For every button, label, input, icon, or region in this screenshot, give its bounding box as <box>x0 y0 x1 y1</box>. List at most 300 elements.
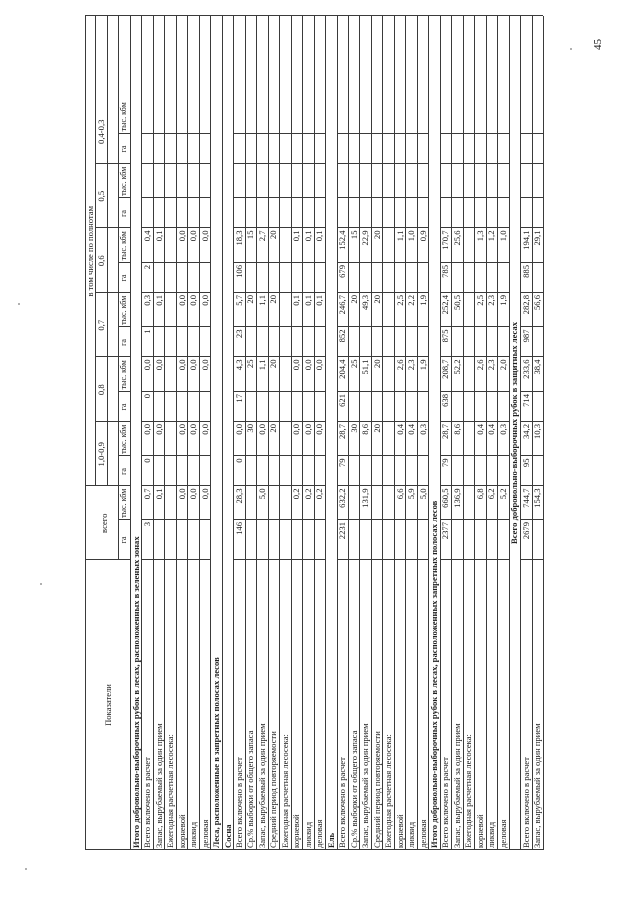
row-rule <box>164 16 165 850</box>
cell-value: 679 <box>337 265 348 278</box>
cell-divider <box>314 421 325 422</box>
cell-divider <box>382 456 393 457</box>
cell-divider <box>463 456 474 457</box>
cell-divider <box>279 519 290 520</box>
cell-value: 0,0 <box>188 359 199 371</box>
cell-value: 5,9 <box>406 488 417 500</box>
cell-divider <box>394 559 405 560</box>
cell-value: 0,0 <box>153 424 164 435</box>
cell-divider <box>233 133 244 134</box>
cell-divider <box>314 163 325 164</box>
cell-divider <box>302 357 313 358</box>
cell-divider <box>371 228 382 229</box>
cell-divider <box>187 133 198 134</box>
cell-divider <box>371 163 382 164</box>
cell-value: 0,4 <box>406 424 417 435</box>
cell-value: 0,4 <box>142 230 153 242</box>
cell-divider <box>382 327 393 328</box>
cell-divider <box>245 357 256 358</box>
cell-value: 10,3 <box>532 424 543 440</box>
cell-divider <box>199 292 210 293</box>
cell-divider <box>256 292 267 293</box>
cell-divider <box>302 292 313 293</box>
cell-divider <box>164 292 175 293</box>
cell-value: 0,0 <box>188 424 199 435</box>
cell-value: 0,3 <box>417 424 428 435</box>
cell-value: 2,6 <box>474 359 485 371</box>
section-heading: Ель <box>325 832 336 848</box>
row-label: Средний период повторяемости <box>371 731 382 848</box>
row-rule <box>463 16 464 850</box>
cell-value: 3 <box>142 522 153 527</box>
cell-divider <box>382 421 393 422</box>
cell-divider <box>245 163 256 164</box>
cell-value: 2,3 <box>486 359 497 371</box>
row-label: Запас, вырубаемый за один прием <box>360 723 371 848</box>
cell-divider <box>440 133 451 134</box>
cell-value: 0,0 <box>233 424 244 435</box>
cell-divider <box>302 421 313 422</box>
cell-divider <box>279 421 290 422</box>
row-label: Ежегодная расчетная лесосека: <box>463 734 474 848</box>
cell-divider <box>417 421 428 422</box>
cell-value: 2 <box>142 265 153 270</box>
row-label: корневой <box>474 814 485 848</box>
cell-value: 0,0 <box>314 424 325 435</box>
cell-divider <box>474 357 485 358</box>
forestry-table <box>85 16 543 850</box>
cell-divider <box>463 327 474 328</box>
cell-divider <box>497 228 508 229</box>
cell-divider <box>164 519 175 520</box>
cell-value: 25 <box>348 359 359 369</box>
cell-divider <box>382 391 393 392</box>
cell-divider <box>359 198 370 199</box>
cell-divider <box>199 486 210 487</box>
cell-value: 2,6 <box>394 359 405 371</box>
cell-divider <box>302 198 313 199</box>
cell-divider <box>348 228 359 229</box>
cell-value: 0,1 <box>153 488 164 500</box>
cell-value: 204,4 <box>337 359 348 379</box>
cell-divider <box>451 228 462 229</box>
cell-divider <box>371 133 382 134</box>
cell-divider <box>176 357 187 358</box>
cell-value: 4,3 <box>233 359 244 371</box>
section-heading: Сосна <box>222 824 233 848</box>
cell-divider <box>474 163 485 164</box>
cell-divider <box>474 421 485 422</box>
cell-divider <box>164 163 175 164</box>
cell-divider <box>371 559 382 560</box>
indicator-header: Показатели <box>103 684 113 726</box>
cell-divider <box>463 262 474 263</box>
cell-value: 6,6 <box>394 488 405 500</box>
cell-divider <box>176 133 187 134</box>
cell-divider <box>153 228 164 229</box>
cell-divider <box>463 163 474 164</box>
cell-divider <box>291 198 302 199</box>
cell-divider <box>291 357 302 358</box>
row-label: Ежегодная расчетная лесосека: <box>383 734 394 848</box>
total-header: всего <box>99 513 109 533</box>
cell-divider <box>382 198 393 199</box>
row-label: Запас, вырубаемый за один прием <box>153 723 164 848</box>
cell-divider <box>451 198 462 199</box>
cell-divider <box>463 292 474 293</box>
cell-value: 1,9 <box>417 295 428 306</box>
cell-value: 621 <box>337 394 348 407</box>
row-rule <box>222 16 223 850</box>
cell-value: 20 <box>348 295 359 304</box>
cell-value: 20 <box>268 230 279 240</box>
cell-divider <box>291 228 302 229</box>
cell-value: 0,2 <box>314 488 325 500</box>
cell-value: 0 <box>233 458 244 463</box>
cell-value: 0,0 <box>302 424 313 435</box>
cell-divider <box>164 421 175 422</box>
cell-divider <box>520 228 531 229</box>
cell-value: 233,6 <box>520 359 531 379</box>
cell-divider <box>187 559 198 560</box>
cell-divider <box>153 421 164 422</box>
cell-value: 20 <box>268 359 279 369</box>
cell-divider <box>268 519 279 520</box>
cell-value: 2,2 <box>406 295 417 306</box>
cell-value: 0,1 <box>291 295 302 306</box>
cell-value: 0,2 <box>291 488 302 500</box>
unit-vol: тыс. кбм <box>119 231 128 261</box>
cell-divider <box>187 486 198 487</box>
cell-divider <box>187 421 198 422</box>
row-label: Всего включено в расчет <box>440 757 451 848</box>
cell-divider <box>153 163 164 164</box>
cell-value: 2,0 <box>497 359 508 371</box>
cell-divider <box>417 486 428 487</box>
cell-divider <box>291 559 302 560</box>
cell-divider <box>176 292 187 293</box>
cell-divider <box>199 163 210 164</box>
cell-value: 95 <box>520 458 531 468</box>
cell-value: 5,0 <box>417 488 428 500</box>
cell-value: 49,3 <box>360 295 371 311</box>
cell-value: 170,7 <box>440 230 451 250</box>
cell-value: 0,0 <box>176 424 187 435</box>
cell-divider <box>337 198 348 199</box>
cell-divider <box>141 198 152 199</box>
cell-divider <box>176 486 187 487</box>
row-rule <box>279 16 280 850</box>
cell-divider <box>153 559 164 560</box>
row-label: корневой <box>176 814 187 848</box>
cell-value: 0,1 <box>153 230 164 242</box>
cell-divider <box>394 292 405 293</box>
cell-value: 0,0 <box>176 488 187 500</box>
cell-value: 1,0 <box>497 230 508 242</box>
cell-divider <box>314 357 325 358</box>
cell-divider <box>497 486 508 487</box>
cell-divider <box>394 486 405 487</box>
row-label: корневой <box>394 814 405 848</box>
cell-divider <box>451 357 462 358</box>
cell-divider <box>245 559 256 560</box>
unit-ha: га <box>119 210 128 217</box>
cell-divider <box>141 133 152 134</box>
cell-value: 146 <box>233 522 244 535</box>
cell-value: 0,4 <box>474 424 485 435</box>
cell-divider <box>463 486 474 487</box>
cell-divider <box>451 421 462 422</box>
cell-divider <box>279 198 290 199</box>
cell-divider <box>394 198 405 199</box>
cell-divider <box>256 133 267 134</box>
cell-divider <box>268 228 279 229</box>
cell-divider <box>486 559 497 560</box>
cell-divider <box>245 198 256 199</box>
cell-value: 0,0 <box>188 295 199 306</box>
cell-divider <box>474 198 485 199</box>
row-label: деловая <box>417 819 428 848</box>
row-label: Всего включено в расчет <box>337 757 348 848</box>
cell-value: 1,3 <box>474 230 485 242</box>
cell-divider <box>405 486 416 487</box>
cell-divider <box>268 163 279 164</box>
cell-divider <box>497 163 508 164</box>
cell-divider <box>164 357 175 358</box>
cell-value: 51,1 <box>360 359 371 375</box>
cell-value: 1,1 <box>256 295 267 306</box>
cell-value: 0,0 <box>142 424 153 435</box>
cell-value: 17 <box>233 394 244 403</box>
cell-value: 28,7 <box>337 424 348 440</box>
cell-value: 0 <box>142 458 153 463</box>
cell-value: 194,1 <box>520 230 531 250</box>
section-heading: Леса, расположенные в запретных полосах лесов <box>211 657 222 848</box>
cell-value: 1,9 <box>417 359 428 371</box>
cell-value: 136,9 <box>451 488 462 508</box>
row-label: корневой <box>291 814 302 848</box>
cell-divider <box>245 421 256 422</box>
cell-value: 52,2 <box>451 359 462 375</box>
table-border-bottom <box>543 16 544 850</box>
cell-divider <box>371 519 382 520</box>
cell-divider <box>463 421 474 422</box>
cell-value: 632,2 <box>337 488 348 508</box>
cell-value: 2377 <box>440 522 451 540</box>
cell-divider <box>348 421 359 422</box>
unit-vol: тыс. кбм <box>119 488 128 518</box>
cell-divider <box>279 391 290 392</box>
cell-divider <box>314 133 325 134</box>
cell-divider <box>382 133 393 134</box>
cell-divider <box>359 228 370 229</box>
cell-value: 131,9 <box>360 488 371 508</box>
cell-divider <box>348 357 359 358</box>
cell-value: 79 <box>440 458 451 468</box>
header-rule <box>107 16 108 487</box>
cell-value: 0,0 <box>314 359 325 371</box>
cell-divider <box>256 421 267 422</box>
density-group-1: 1,0-0,9 <box>96 442 106 467</box>
density-group-4: 0,6 <box>96 255 106 267</box>
cell-value: 852 <box>337 329 348 343</box>
cell-divider <box>268 357 279 358</box>
row-rule <box>382 16 383 850</box>
cell-divider <box>279 262 290 263</box>
cell-divider <box>417 559 428 560</box>
cell-divider <box>359 292 370 293</box>
cell-divider <box>382 486 393 487</box>
row-label: деловая <box>314 819 325 848</box>
cell-value: 1 <box>142 329 153 334</box>
cell-divider <box>291 421 302 422</box>
unit-ha: га <box>119 274 128 282</box>
unit-ha: га <box>119 403 128 411</box>
cell-divider <box>486 357 497 358</box>
cell-value: 30 <box>348 424 359 433</box>
cell-divider <box>405 163 416 164</box>
cell-value: 2,7 <box>256 230 267 242</box>
cell-value: 0,1 <box>314 230 325 242</box>
cell-divider <box>256 486 267 487</box>
cell-divider <box>486 421 497 422</box>
cell-divider <box>405 421 416 422</box>
cell-value: 660,5 <box>440 488 451 508</box>
row-label: Ежегодная расчетная лесосека: <box>165 734 176 848</box>
cell-value: 20 <box>371 424 382 433</box>
cell-value: 0,0 <box>199 359 210 371</box>
cell-divider <box>440 163 451 164</box>
cell-value: 0,1 <box>302 230 313 242</box>
cell-divider <box>382 262 393 263</box>
row-label: Всего включено в расчет <box>233 757 244 848</box>
cell-divider <box>245 292 256 293</box>
cell-divider <box>532 198 543 199</box>
cell-value: 20 <box>245 295 256 304</box>
cell-divider <box>291 486 302 487</box>
cell-value: 0,0 <box>188 488 199 500</box>
cell-divider <box>245 519 256 520</box>
cell-value: 885 <box>520 265 531 278</box>
cell-divider <box>199 198 210 199</box>
cell-divider <box>348 292 359 293</box>
cell-value: 0,0 <box>176 230 187 242</box>
section-heading: Итого добровольно-выборочных рубок в лесах, расположенных запретных полосах лесов <box>429 500 439 848</box>
density-header: в том числе по полнотам <box>85 205 95 297</box>
cell-divider <box>359 559 370 560</box>
cell-divider <box>348 198 359 199</box>
cell-divider <box>291 163 302 164</box>
cell-value: 1,2 <box>486 230 497 242</box>
cell-divider <box>474 228 485 229</box>
cell-divider <box>256 559 267 560</box>
page-number: 45 <box>592 39 604 50</box>
scan-speck <box>570 48 572 50</box>
cell-divider <box>245 228 256 229</box>
cell-divider <box>164 327 175 328</box>
cell-divider <box>532 133 543 134</box>
cell-divider <box>463 198 474 199</box>
cell-value: 1,1 <box>394 230 405 242</box>
cell-divider <box>233 163 244 164</box>
cell-value: 0,3 <box>497 424 508 435</box>
unit-vol: тыс. кбм <box>119 360 128 390</box>
cell-divider <box>337 228 348 229</box>
density-group-5: 0,5 <box>96 190 106 202</box>
cell-value: 1,0 <box>406 230 417 242</box>
cell-divider <box>382 228 393 229</box>
cell-divider <box>187 357 198 358</box>
cell-divider <box>199 421 210 422</box>
cell-value: 1,9 <box>497 295 508 306</box>
cell-divider <box>417 163 428 164</box>
cell-divider <box>359 421 370 422</box>
cell-value: 106 <box>233 265 244 278</box>
cell-divider <box>233 198 244 199</box>
cell-divider <box>337 163 348 164</box>
cell-value: 20 <box>371 230 382 240</box>
cell-divider <box>474 486 485 487</box>
cell-value: 25 <box>245 359 256 369</box>
cell-value: 0,1 <box>153 295 164 306</box>
cell-divider <box>394 357 405 358</box>
cell-divider <box>417 133 428 134</box>
cell-divider <box>153 486 164 487</box>
cell-divider <box>440 198 451 199</box>
cell-value: 28,3 <box>233 488 244 504</box>
row-label: Запас, вырубаемый за один прием <box>256 723 267 848</box>
cell-divider <box>302 133 313 134</box>
cell-divider <box>532 559 543 560</box>
cell-value: 0,1 <box>302 295 313 306</box>
cell-value: 0,0 <box>199 295 210 306</box>
cell-divider <box>440 228 451 229</box>
cell-value: 0,0 <box>176 359 187 371</box>
cell-divider <box>417 228 428 229</box>
cell-value: 0,0 <box>153 359 164 371</box>
section-heading: Итого добровольно-выборочных рубок в лесах, расположенных в зеленых зонах <box>130 536 141 848</box>
cell-divider <box>279 486 290 487</box>
cell-divider <box>279 456 290 457</box>
cell-value: 5,2 <box>497 488 508 500</box>
row-label: Запас, вырубаемый за один прием <box>532 723 543 848</box>
cell-divider <box>405 357 416 358</box>
cell-value: 0,1 <box>291 230 302 242</box>
cell-value: 20 <box>268 424 279 433</box>
unit-vol: тыс. кбм <box>119 102 128 132</box>
cell-divider <box>279 133 290 134</box>
cell-divider <box>164 486 175 487</box>
cell-value: 34,2 <box>520 424 531 440</box>
cell-value: 0,0 <box>199 424 210 435</box>
cell-divider <box>268 198 279 199</box>
cell-value: 15 <box>245 230 256 240</box>
cell-value: 246,7 <box>337 295 348 315</box>
cell-value: 6,8 <box>474 488 485 500</box>
cell-value: 0,0 <box>291 359 302 371</box>
cell-divider <box>153 198 164 199</box>
unit-ha: га <box>119 536 128 544</box>
cell-value: 2,5 <box>394 295 405 306</box>
cell-value: 28,7 <box>440 424 451 440</box>
cell-divider <box>176 163 187 164</box>
cell-divider <box>164 456 175 457</box>
cell-divider <box>463 357 474 358</box>
row-label: Ср.% выборки от общего запаса <box>245 730 256 848</box>
row-label: ликвид <box>486 821 497 848</box>
cell-divider <box>463 519 474 520</box>
cell-divider <box>394 228 405 229</box>
